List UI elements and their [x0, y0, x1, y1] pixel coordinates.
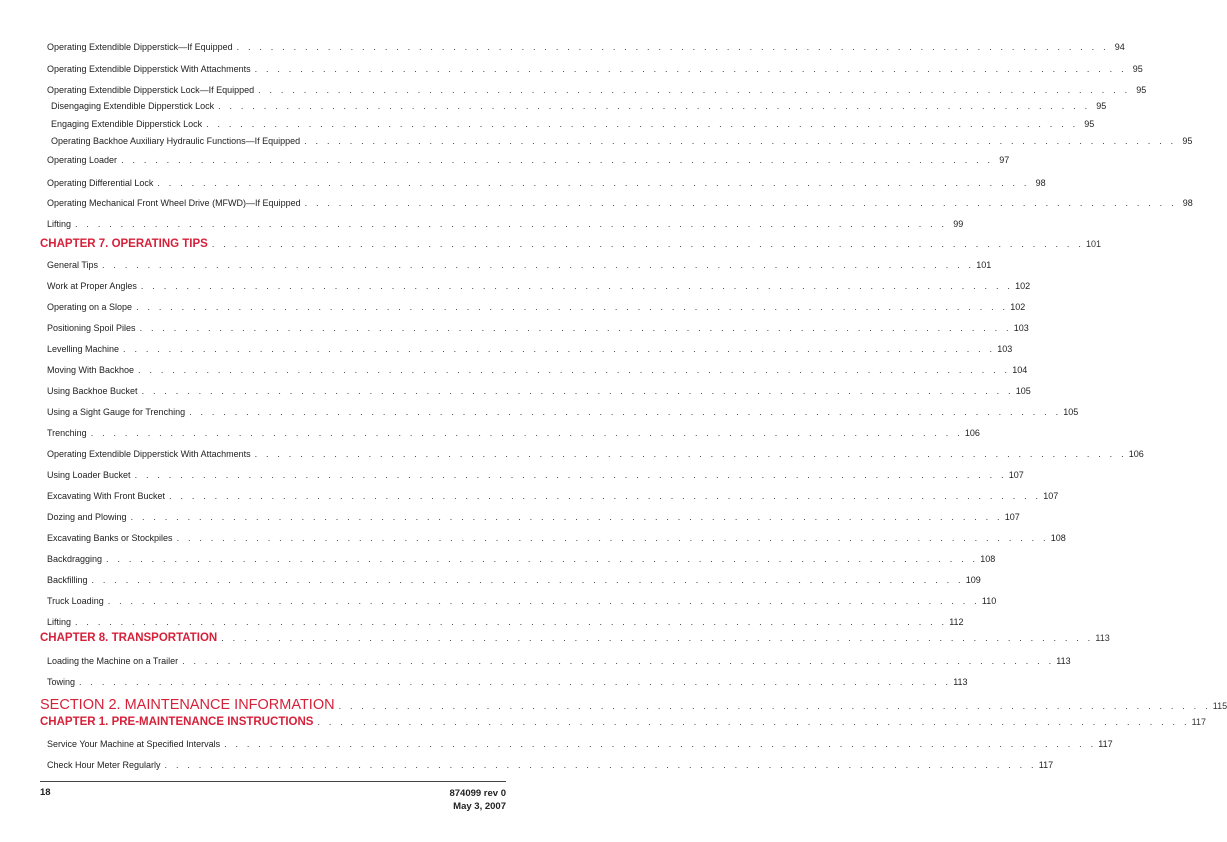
toc-entry-title: Operating Differential Lock	[47, 178, 154, 188]
toc-entry-title: Truck Loading	[47, 596, 104, 606]
dot-leader: . . . . . . . . . . . . . . . . . . . . . . . . . . . . . . . . . . . . . . . . . . . . . . . . . . . . . . . . . . . . . . . . . . . . . . . . . . . . .	[304, 136, 1177, 146]
toc-chapter-entry[interactable]	[40, 716, 1207, 728]
toc-entry-title: Lifting	[47, 617, 72, 627]
dot-leader: . . . . . . . . . . . . . . . . . . . . . . . . . . . . . . . . . . . . . . . . . . . . . . . . . . . . . . . . . . . . . . . . . . . . . . . . . . . . .	[136, 302, 1009, 312]
dot-leader: . . . . . . . . . . . . . . . . . . . . . . . . . . . . . . . . . . . . . . . . . . . . . . . . . . . . . . . . . . . . . . . . . . . . . . . . . . . . .	[75, 617, 948, 627]
toc-entry[interactable]	[47, 470, 1024, 480]
toc-sub-entry[interactable]	[51, 136, 1193, 146]
toc-entry-page-number: 117	[1038, 760, 1054, 770]
toc-entry-page-number: 106	[964, 428, 980, 438]
toc-entry-title: Moving With Backhoe	[47, 365, 135, 375]
toc-entry[interactable]	[47, 554, 996, 564]
dot-leader: . . . . . . . . . . . . . . . . . . . . . . . . . . . . . . . . . . . . . . . . . . . . . . . . . . . . . . . . . . . . . . . . . . . . . . . . . . . . .	[182, 656, 1055, 666]
toc-entry[interactable]	[47, 677, 968, 687]
dot-leader: . . . . . . . . . . . . . . . . . . . . . . . . . . . . . . . . . . . . . . . . . . . . . . . . . . . . . . . . . . . . . . . . . . . . . . . . . . . . .	[130, 512, 1003, 522]
toc-entry-page-number: 98	[1182, 198, 1193, 208]
dot-leader: . . . . . . . . . . . . . . . . . . . . . . . . . . . . . . . . . . . . . . . . . . . . . . . . . . . . . . . . . . . . . . . . . . . . . . . . . . . . .	[139, 323, 1012, 333]
toc-entry[interactable]	[47, 281, 1031, 291]
dot-leader: . . . . . . . . . . . . . . . . . . . . . . . . . . . . . . . . . . . . . . . . . . . . . . . . . . . . . . . . . . . . . . . . . . . . . . . . . . . . .	[317, 717, 1190, 727]
toc-entry-title: Backdragging	[47, 554, 103, 564]
toc-entry[interactable]	[47, 656, 1071, 666]
dot-leader: . . . . . . . . . . . . . . . . . . . . . . . . . . . . . . . . . . . . . . . . . . . . . . . . . . . . . . . . . . . . . . . . . . . . . . . . . . . . .	[75, 219, 948, 229]
toc-entry-title: Levelling Machine	[47, 344, 120, 354]
footer-page-number: 18	[40, 787, 51, 798]
toc-entry-page-number: 95	[1136, 85, 1147, 95]
toc-entry-title: Dozing and Plowing	[47, 512, 127, 522]
toc-entry-title: CHAPTER 7. OPERATING TIPS	[40, 238, 208, 250]
toc-entry[interactable]	[47, 219, 964, 229]
toc-section-entry[interactable]	[40, 697, 1227, 713]
dot-leader: . . . . . . . . . . . . . . . . . . . . . . . . . . . . . . . . . . . . . . . . . . . . . . . . . . . . . . . . . . . . . . . . . . . . . . . . . . . . .	[121, 155, 994, 165]
dot-leader: . . . . . . . . . . . . . . . . . . . . . . . . . . . . . . . . . . . . . . . . . . . . . . . . . . . . . . . . . . . . . . . . . . . . . . . . . . . . .	[79, 677, 952, 687]
toc-entry-page-number: 117	[1191, 717, 1207, 727]
toc-entry-title: Engaging Extendible Dipperstick Lock	[51, 119, 203, 129]
toc-entry[interactable]	[47, 198, 1193, 208]
toc-entry-page-number: 115	[1212, 701, 1227, 711]
toc-entry-title: Operating Extendible Dipperstick—If Equipped	[47, 42, 233, 52]
toc-entry-page-number: 94	[1114, 42, 1125, 52]
toc-entry-page-number: 113	[1056, 656, 1071, 666]
footer-doc-number: 874099 rev 0	[449, 788, 506, 799]
toc-entry-title: CHAPTER 1. PRE-MAINTENANCE INSTRUCTIONS	[40, 716, 314, 728]
toc-entry-title: SECTION 2. MAINTENANCE INFORMATION	[40, 697, 335, 713]
dot-leader: . . . . . . . . . . . . . . . . . . . . . . . . . . . . . . . . . . . . . . . . . . . . . . . . . . . . . . . . . . . . . . . . . . . . . . . . . . . . .	[164, 760, 1037, 770]
footer-document-info	[449, 787, 506, 813]
toc-entry-title: Towing	[47, 677, 76, 687]
toc-entry[interactable]	[47, 260, 992, 270]
toc-entry-title: Operating Extendible Dipperstick Lock—If Equipped	[47, 85, 255, 95]
dot-leader: . . . . . . . . . . . . . . . . . . . . . . . . . . . . . . . . . . . . . . . . . . . . . . . . . . . . . . . . . . . . . . . . . . . . . . . . . . . . .	[221, 633, 1094, 643]
toc-entry-page-number: 117	[1098, 739, 1113, 749]
dot-leader: . . . . . . . . . . . . . . . . . . . . . . . . . . . . . . . . . . . . . . . . . . . . . . . . . . . . . . . . . . . . . . . . . . . . . . . . . . . . .	[90, 428, 963, 438]
dot-leader: . . . . . . . . . . . . . . . . . . . . . . . . . . . . . . . . . . . . . . . . . . . . . . . . . . . . . . . . . . . . . . . . . . . . . . . . . . . . .	[91, 575, 964, 585]
toc-entry-page-number: 110	[981, 596, 997, 606]
toc-entry-title: Positioning Spoil Piles	[47, 323, 136, 333]
toc-entry-page-number: 102	[1015, 281, 1031, 291]
toc-entry-page-number: 97	[999, 155, 1010, 165]
toc-entry[interactable]	[47, 512, 1020, 522]
toc-entry-page-number: 107	[1004, 512, 1020, 522]
toc-entry-title: Lifting	[47, 219, 72, 229]
dot-leader: . . . . . . . . . . . . . . . . . . . . . . . . . . . . . . . . . . . . . . . . . . . . . . . . . . . . . . . . . . . . . . . . . . . . . . . . . . . . .	[102, 260, 975, 270]
toc-entry-page-number: 105	[1015, 386, 1031, 396]
toc-entry-page-number: 95	[1182, 136, 1193, 146]
toc-entry-title: Operating Loader	[47, 155, 118, 165]
dot-leader: . . . . . . . . . . . . . . . . . . . . . . . . . . . . . . . . . . . . . . . . . . . . . . . . . . . . . . . . . . . . . . . . . . . . . . . . . . . . .	[254, 64, 1127, 74]
toc-entry[interactable]	[47, 407, 1079, 417]
toc-entry[interactable]	[47, 64, 1143, 74]
toc-entry[interactable]	[47, 596, 997, 606]
toc-entry[interactable]	[47, 575, 981, 585]
toc-entry-page-number: 103	[1013, 323, 1029, 333]
toc-entry-page-number: 105	[1063, 407, 1079, 417]
toc-entry-page-number: 108	[1050, 533, 1066, 543]
dot-leader: . . . . . . . . . . . . . . . . . . . . . . . . . . . . . . . . . . . . . . . . . . . . . . . . . . . . . . . . . . . . . . . . . . . . . . . . . . . . .	[141, 386, 1014, 396]
toc-entry[interactable]	[47, 449, 1144, 459]
dot-leader: . . . . . . . . . . . . . . . . . . . . . . . . . . . . . . . . . . . . . . . . . . . . . . . . . . . . . . . . . . . . . . . . . . . . . . . . . . . . .	[169, 491, 1042, 501]
dot-leader: . . . . . . . . . . . . . . . . . . . . . . . . . . . . . . . . . . . . . . . . . . . . . . . . . . . . . . . . . . . . . . . . . . . . . . . . . . . . .	[338, 701, 1211, 711]
toc-entry-title: Operating Backhoe Auxiliary Hydraulic Functions—If Equipped	[51, 136, 301, 146]
toc-entry-page-number: 95	[1132, 64, 1143, 74]
toc-entry-page-number: 103	[997, 344, 1013, 354]
dot-leader: . . . . . . . . . . . . . . . . . . . . . . . . . . . . . . . . . . . . . . . . . . . . . . . . . . . . . . . . . . . . . . . . . . . . . . . . . . . . .	[206, 119, 1079, 129]
dot-leader: . . . . . . . . . . . . . . . . . . . . . . . . . . . . . . . . . . . . . . . . . . . . . . . . . . . . . . . . . . . . . . . . . . . . . . . . . . . . .	[189, 407, 1062, 417]
toc-entry-title: Excavating Banks or Stockpiles	[47, 533, 173, 543]
toc-entry-title: Operating Extendible Dipperstick With Attachments	[47, 449, 251, 459]
toc-sub-entry[interactable]	[51, 119, 1095, 129]
toc-entry-title: General Tips	[47, 260, 99, 270]
toc-entry[interactable]	[47, 491, 1059, 501]
toc-entry[interactable]	[47, 323, 1029, 333]
toc-entry[interactable]	[47, 617, 964, 627]
toc-entry-title: Using Backhoe Bucket	[47, 386, 138, 396]
toc-entry[interactable]	[47, 85, 1147, 95]
dot-leader: . . . . . . . . . . . . . . . . . . . . . . . . . . . . . . . . . . . . . . . . . . . . . . . . . . . . . . . . . . . . . . . . . . . . . . . . . . . . .	[140, 281, 1014, 291]
toc-entry[interactable]	[47, 386, 1031, 396]
dot-leader: . . . . . . . . . . . . . . . . . . . . . . . . . . . . . . . . . . . . . . . . . . . . . . . . . . . . . . . . . . . . . . . . . . . . . . . . . . . . .	[123, 344, 996, 354]
toc-entry-page-number: 101	[1086, 239, 1102, 249]
toc-entry-page-number: 107	[1043, 491, 1059, 501]
footer-date: May 3, 2007	[453, 801, 506, 812]
toc-entry-title: Work at Proper Angles	[47, 281, 137, 291]
toc-entry-title: Check Hour Meter Regularly	[47, 760, 161, 770]
toc-entry-page-number: 98	[1035, 178, 1046, 188]
toc-entry-title: Using a Sight Gauge for Trenching	[47, 407, 186, 417]
toc-entry-title: Service Your Machine at Specified Intervals	[47, 739, 221, 749]
footer-divider	[40, 781, 506, 782]
toc-entry-title: Operating on a Slope	[47, 302, 133, 312]
toc-entry-page-number: 99	[953, 219, 964, 229]
toc-entry-page-number: 113	[1095, 633, 1110, 643]
toc-chapter-entry[interactable]	[40, 632, 1110, 644]
dot-leader: . . . . . . . . . . . . . . . . . . . . . . . . . . . . . . . . . . . . . . . . . . . . . . . . . . . . . . . . . . . . . . . . . . . . . . . . . . . . .	[218, 101, 1091, 111]
toc-entry[interactable]	[47, 739, 1113, 749]
dot-leader: . . . . . . . . . . . . . . . . . . . . . . . . . . . . . . . . . . . . . . . . . . . . . . . . . . . . . . . . . . . . . . . . . . . . . . . . . . . . .	[157, 178, 1030, 188]
dot-leader: . . . . . . . . . . . . . . . . . . . . . . . . . . . . . . . . . . . . . . . . . . . . . . . . . . . . . . . . . . . . . . . . . . . . . . . . . . . . .	[224, 739, 1097, 749]
toc-entry[interactable]	[47, 428, 980, 438]
toc-entry-page-number: 104	[1012, 365, 1028, 375]
toc-entry-page-number: 95	[1096, 101, 1107, 111]
toc-entry[interactable]	[47, 302, 1026, 312]
dot-leader: . . . . . . . . . . . . . . . . . . . . . . . . . . . . . . . . . . . . . . . . . . . . . . . . . . . . . . . . . . . . . . . . . . . . . . . . . . . . .	[138, 365, 1011, 375]
toc-entry-title: Operating Mechanical Front Wheel Drive (MFWD)—If Equipped	[47, 198, 301, 208]
toc-entry-title: Excavating With Front Bucket	[47, 491, 166, 501]
dot-leader: . . . . . . . . . . . . . . . . . . . . . . . . . . . . . . . . . . . . . . . . . . . . . . . . . . . . . . . . . . . . . . . . . . . . . . . . . . . . .	[107, 596, 980, 606]
toc-entry-page-number: 95	[1084, 119, 1095, 129]
dot-leader: . . . . . . . . . . . . . . . . . . . . . . . . . . . . . . . . . . . . . . . . . . . . . . . . . . . . . . . . . . . . . . . . . . . . . . . . . . . . .	[254, 449, 1127, 459]
toc-sub-entry[interactable]	[51, 101, 1107, 111]
toc-entry-title: Operating Extendible Dipperstick With Attachments	[47, 64, 251, 74]
dot-leader: . . . . . . . . . . . . . . . . . . . . . . . . . . . . . . . . . . . . . . . . . . . . . . . . . . . . . . . . . . . . . . . . . . . . . . . . . . . . .	[304, 198, 1177, 208]
toc-entry-title: CHAPTER 8. TRANSPORTATION	[40, 632, 218, 644]
toc-entry-page-number: 112	[949, 617, 964, 627]
toc-entry[interactable]	[47, 533, 1066, 543]
toc-entry-page-number: 109	[965, 575, 981, 585]
toc-entry[interactable]	[47, 365, 1028, 375]
toc-entry[interactable]	[47, 42, 1125, 52]
toc-entry-title: Backfilling	[47, 575, 88, 585]
dot-leader: . . . . . . . . . . . . . . . . . . . . . . . . . . . . . . . . . . . . . . . . . . . . . . . . . . . . . . . . . . . . . . . . . . . . . . . . . . . . .	[106, 554, 979, 564]
toc-entry-page-number: 108	[980, 554, 996, 564]
toc-entry-title: Loading the Machine on a Trailer	[47, 656, 179, 666]
dot-leader: . . . . . . . . . . . . . . . . . . . . . . . . . . . . . . . . . . . . . . . . . . . . . . . . . . . . . . . . . . . . . . . . . . . . . . . . . . . . .	[211, 239, 1085, 249]
dot-leader: . . . . . . . . . . . . . . . . . . . . . . . . . . . . . . . . . . . . . . . . . . . . . . . . . . . . . . . . . . . . . . . . . . . . . . . . . . . . .	[134, 470, 1007, 480]
toc-entry-page-number: 106	[1128, 449, 1144, 459]
toc-entry-title: Trenching	[47, 428, 87, 438]
dot-leader: . . . . . . . . . . . . . . . . . . . . . . . . . . . . . . . . . . . . . . . . . . . . . . . . . . . . . . . . . . . . . . . . . . . . . . . . . . . . .	[176, 533, 1049, 543]
dot-leader: . . . . . . . . . . . . . . . . . . . . . . . . . . . . . . . . . . . . . . . . . . . . . . . . . . . . . . . . . . . . . . . . . . . . . . . . . . . . .	[258, 85, 1131, 95]
toc-entry-title: Using Loader Bucket	[47, 470, 131, 480]
toc-entry-title: Disengaging Extendible Dipperstick Lock	[51, 101, 215, 111]
toc-entry-page-number: 101	[976, 260, 992, 270]
toc-entry-page-number: 107	[1008, 470, 1024, 480]
toc-entry[interactable]	[47, 178, 1046, 188]
toc-entry-page-number: 113	[953, 677, 968, 687]
toc-entry[interactable]	[47, 344, 1013, 354]
dot-leader: . . . . . . . . . . . . . . . . . . . . . . . . . . . . . . . . . . . . . . . . . . . . . . . . . . . . . . . . . . . . . . . . . . . . . . . . . . . . .	[236, 42, 1109, 52]
toc-entry[interactable]	[47, 760, 1054, 770]
toc-entry-page-number: 102	[1010, 302, 1026, 312]
toc-chapter-entry[interactable]	[40, 238, 1102, 250]
toc-entry[interactable]	[47, 155, 1010, 165]
